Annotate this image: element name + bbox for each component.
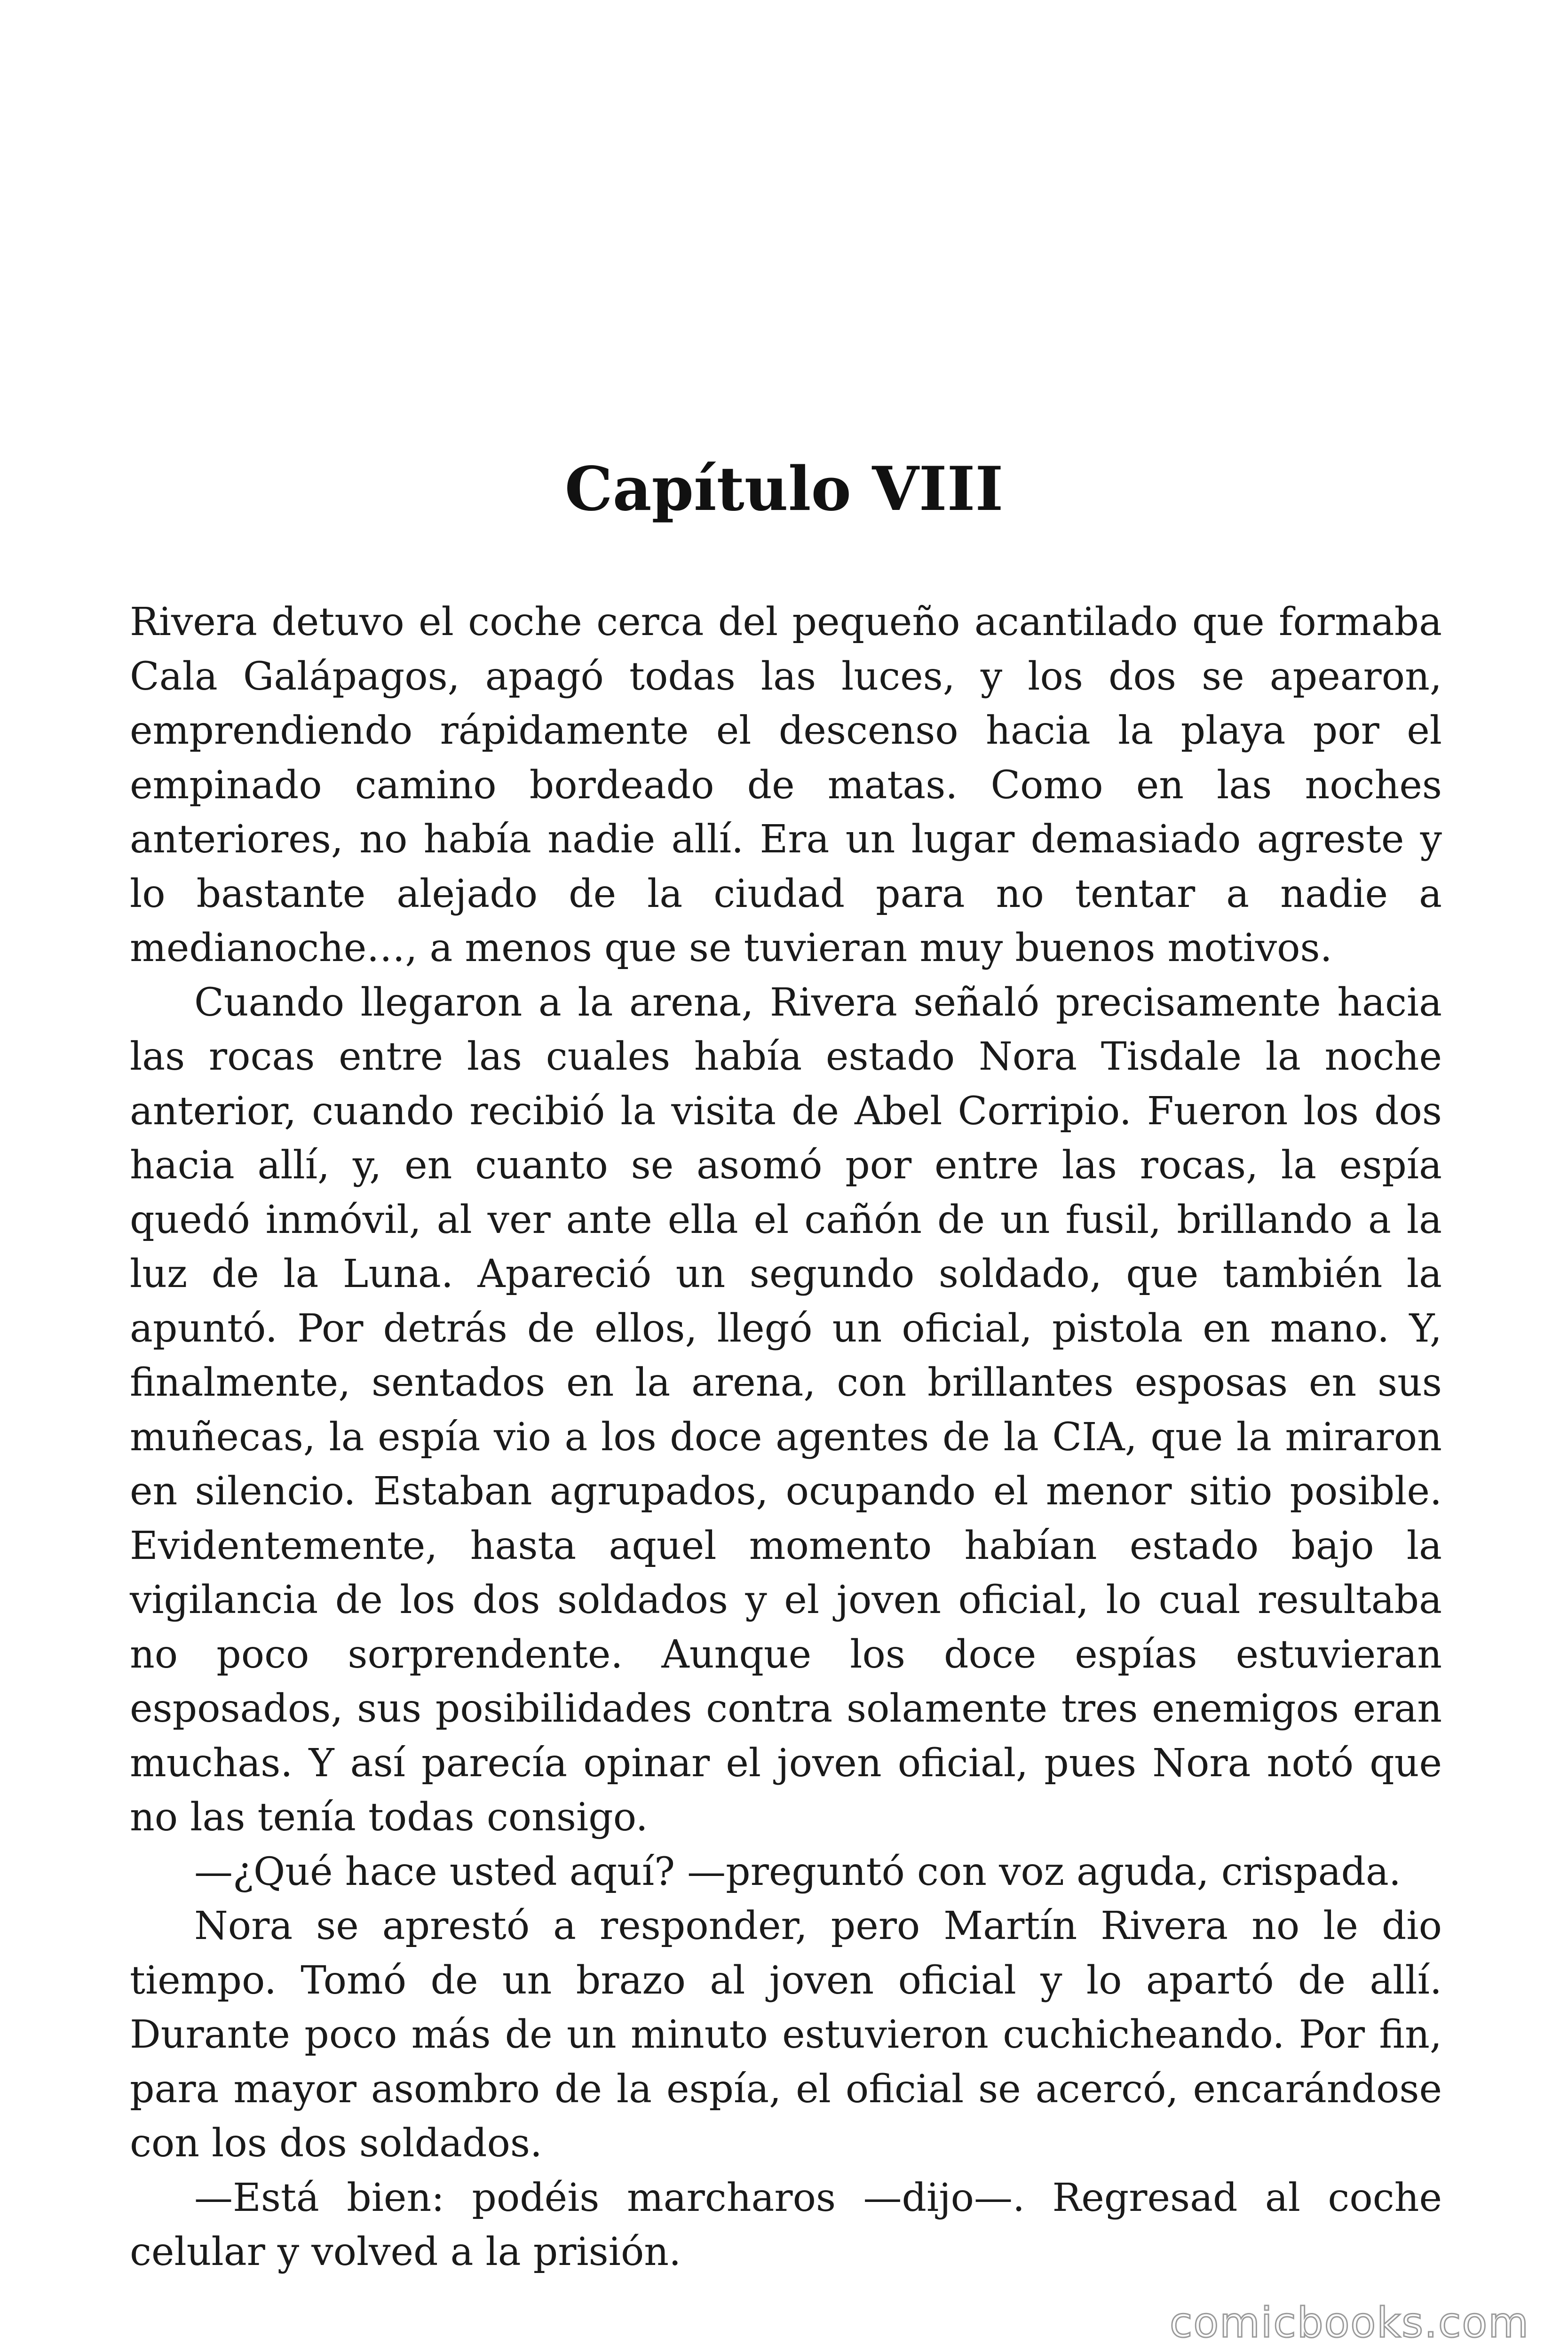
paragraph-5-dialogue: —Está bien: podéis marcharos —dijo—. Regresad al coche celular y volved a la prisión. — [130, 2175, 1442, 2274]
chapter-body — [130, 595, 1442, 2280]
paragraph-3-dialogue: —¿Qué hace usted aquí? —preguntó con voz aguda, crispada. — [194, 1849, 1401, 1894]
watermark-logo: comicbooks.com — [1169, 2298, 1529, 2347]
paragraph-4: Nora se aprestó a responder, pero Martín Rivera no le dio tiempo. Tomó de un brazo al joven oficial y lo apartó de allí. Durante poco más de un minuto estuvieron cuchicheando. Por fin, para mayor asombro de la espía, el oficial se acercó, encarándose con los dos soldados. — [130, 1904, 1442, 2166]
paragraph-2: Cuando llegaron a la arena, Rivera señaló precisamente hacia las rocas entre las cuales había estado Nora Tisdale la noche anterior, cuando recibió la visita de Abel Corripio. Fueron los dos hacia allí, y, en cuanto se asomó por entre las rocas, la espía quedó inmóvil, al ver ante ella el cañón de un fusil, brillando a la luz de la Luna. Apareció un segundo soldado, que también la apuntó. Por detrás de ellos, llegó un oficial, pistola en mano. Y, finalmente, sentados en la arena, con brillantes esposas en sus muñecas, la espía vio a los doce agentes de la CIA, que la miraron en silencio. Estaban agrupados, ocupando el menor sitio posible. Evidentemente, hasta aquel momento habían estado bajo la vigilancia de los dos soldados y el joven oficial, lo cual resultaba no poco sorprendente. Aunque los doce espías estuvieran esposados, sus posibilidades contra solamente tres enemigos eran muchas. Y así parecía opinar el joven oficial, pues Nora notó que no las tenía todas consigo. — [130, 980, 1442, 1840]
chapter-title: Capítulo VIII — [564, 454, 1004, 524]
paragraph-1: Rivera detuvo el coche cerca del pequeño acantilado que formaba Cala Galápagos, apagó todas las luces, y los dos se apearon, emprendiendo rápidamente el descenso hacia la playa por el empinado camino bordeado de matas. Como en las noches anteriores, no había nadie allí. Era un lugar demasiado agreste y lo bastante alejado de la ciudad para no tentar a nadie a medianoche…, a menos que se tuvieran muy buenos motivos. — [130, 600, 1442, 970]
